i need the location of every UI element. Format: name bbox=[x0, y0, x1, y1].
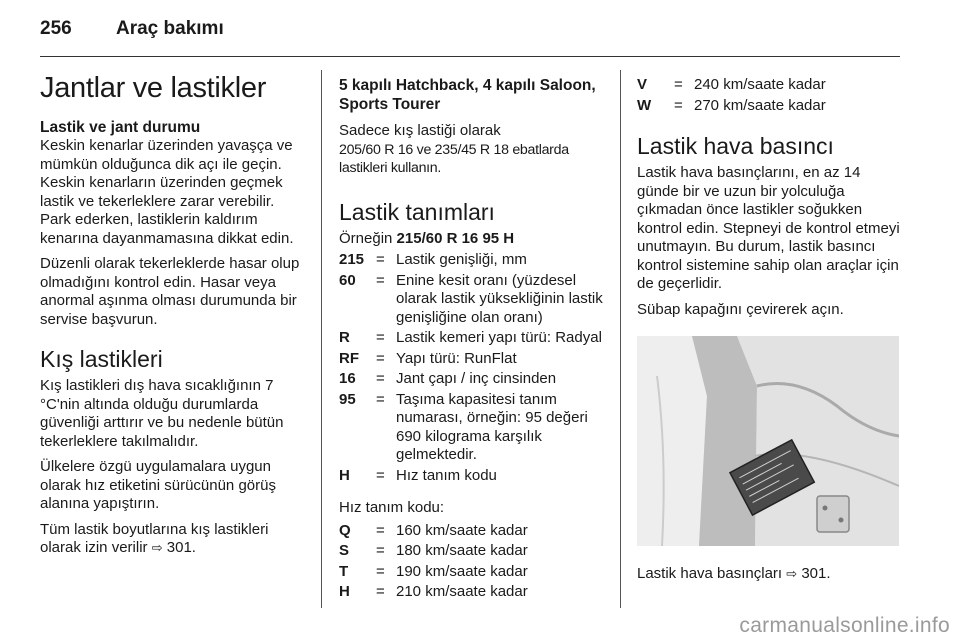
equals-sign: = bbox=[674, 96, 683, 114]
equals-sign: = bbox=[376, 349, 385, 367]
definition-description: Taşıma kapasitesi tanım numarası, örneğin: 95 değeri 690 kilograma karşılık gelmektedir. bbox=[396, 390, 588, 463]
paragraph: 205/60 R 16 ve 235/45 R 18 ebatlarda lastikleri kullanın. bbox=[339, 141, 569, 176]
definition-term: V bbox=[637, 76, 648, 93]
definition-term: H bbox=[339, 583, 350, 600]
definition-term: R bbox=[339, 329, 350, 346]
equals-sign: = bbox=[376, 542, 385, 559]
definition-term: W bbox=[637, 96, 652, 114]
page-header bbox=[40, 18, 224, 48]
equals-sign: = bbox=[376, 271, 385, 289]
paragraph: Keskin kenarlar üzerinden yavaşça ve mümkün olduğunca dik açı ile geçin. Keskin kenarların üzerinden geçmek lastik ve tekerleklere zarar verebilir. Park ederken, lastiklerin kaldırım kenarına dayanmamasına dikkat edin. bbox=[40, 137, 294, 247]
definition-description: Enine kesit oranı (yüzdesel olarak lastik yüksekliğinin lastik genişliğine olan oranı) bbox=[396, 271, 603, 326]
paragraph: Sadece kış lastiği olarak bbox=[339, 122, 501, 139]
page-reference-link[interactable]: 301. bbox=[166, 539, 196, 556]
definition-term: S bbox=[339, 542, 350, 559]
column-divider-2 bbox=[620, 70, 621, 608]
caption-text: Lastik hava basınçları bbox=[637, 565, 783, 582]
definition-description: Hız tanım kodu bbox=[396, 466, 497, 484]
equals-sign: = bbox=[376, 370, 385, 387]
column-3 bbox=[637, 76, 903, 591]
section-heading-tire-pressure: Lastik hava basıncı bbox=[637, 133, 834, 159]
equals-sign: = bbox=[376, 466, 385, 484]
paragraph-text: Tüm lastik boyutlarına kış lastikleri olarak izin verilir bbox=[40, 520, 269, 556]
definition-term: RF bbox=[339, 349, 359, 367]
equals-sign: = bbox=[376, 251, 385, 268]
page-number: 256 bbox=[40, 18, 72, 39]
paragraph: Kış lastikleri dış hava sıcaklığının 7 °C'nin altında olduğu durumlarda güvenliği arttırır ve bu nedenle bütün tekerleklere takılmalıdır. bbox=[40, 377, 284, 450]
definition-description: Lastik genişliği, mm bbox=[396, 251, 527, 268]
definition-description: Lastik kemeri yapı türü: Radyal bbox=[396, 329, 602, 346]
column-divider-1 bbox=[321, 70, 322, 608]
section-heading-winter-tires: Kış lastikleri bbox=[40, 346, 163, 372]
example-code: 215/60 R 16 95 H bbox=[396, 229, 515, 247]
definition-description: 190 km/saate kadar bbox=[396, 562, 528, 580]
section-title: Jantlar ve lastikler bbox=[40, 72, 267, 104]
watermark: carmanualsonline.info bbox=[739, 614, 950, 637]
speed-code-label: Hız tanım kodu: bbox=[339, 499, 445, 516]
column-2 bbox=[339, 76, 605, 604]
paragraph: Düzenli olarak tekerleklerde hasar olup olmadığını kontrol edin. Hasar veya anormal aşınma olması durumunda bir servise başvurun. bbox=[40, 255, 300, 328]
page-reference-arrow-icon: ⇨ bbox=[151, 540, 163, 555]
definition-description: 240 km/saate kadar bbox=[694, 76, 826, 93]
paragraph: Ülkelere özgü uygulamalara uygun olarak hız etiketini sürücünün görüş alanına yapıştırın. bbox=[40, 458, 276, 512]
definition-description: 210 km/saate kadar bbox=[396, 583, 528, 600]
definition-term: 95 bbox=[339, 390, 356, 408]
definition-term: 60 bbox=[339, 271, 356, 289]
equals-sign: = bbox=[376, 562, 385, 580]
definition-description: 180 km/saate kadar bbox=[396, 542, 528, 559]
designation-list bbox=[339, 251, 605, 487]
subsection-title-body-types: 5 kapılı Hatchback, 4 kapılı Saloon, Sports Tourer bbox=[339, 77, 596, 113]
definition-description: Jant çapı / inç cinsinden bbox=[396, 370, 557, 387]
definition-term: 16 bbox=[339, 370, 356, 387]
definition-description: 160 km/saate kadar bbox=[396, 521, 528, 539]
speed-code-list bbox=[339, 522, 605, 604]
chapter-title: Araç bakımı bbox=[116, 18, 224, 39]
equals-sign: = bbox=[674, 76, 683, 93]
equals-sign: = bbox=[376, 583, 385, 600]
figure-caption bbox=[637, 565, 903, 584]
equals-sign: = bbox=[376, 521, 385, 539]
paragraph bbox=[40, 521, 306, 558]
definition-description: 270 km/saate kadar bbox=[694, 96, 826, 114]
speed-code-list-continued bbox=[637, 76, 903, 117]
equals-sign: = bbox=[376, 329, 385, 346]
section-heading-tire-designations: Lastik tanımları bbox=[339, 198, 495, 225]
definition-term: 215 bbox=[339, 251, 365, 268]
definition-term: T bbox=[339, 562, 349, 580]
header-rule bbox=[40, 56, 900, 57]
equals-sign: = bbox=[376, 390, 385, 408]
example-line bbox=[339, 230, 605, 249]
definition-description: Yapı türü: RunFlat bbox=[396, 349, 517, 367]
column-1 bbox=[40, 66, 306, 565]
subsection-title-tire-condition: Lastik ve jant durumu bbox=[40, 119, 201, 136]
example-label: Örneğin bbox=[339, 229, 393, 247]
page-reference-arrow-icon: ⇨ bbox=[786, 566, 798, 581]
definition-term: H bbox=[339, 466, 350, 484]
page-reference-link[interactable]: 301. bbox=[801, 565, 831, 582]
paragraph: Sübap kapağını çevirerek açın. bbox=[637, 300, 844, 318]
tire-pressure-label-photo bbox=[637, 336, 899, 546]
definition-term: Q bbox=[339, 521, 351, 539]
paragraph: Lastik hava basınçlarını, en az 14 günde bir ve uzun bir yolculuğa çıkmadan önce lastikler soğukken kontrol edin. Stepneyi de kontrol etmeyi unutmayın. Bu durum, lastik basıncı kontrol sistemine sahip olan araçlar için de geçerlidir. bbox=[637, 164, 900, 292]
